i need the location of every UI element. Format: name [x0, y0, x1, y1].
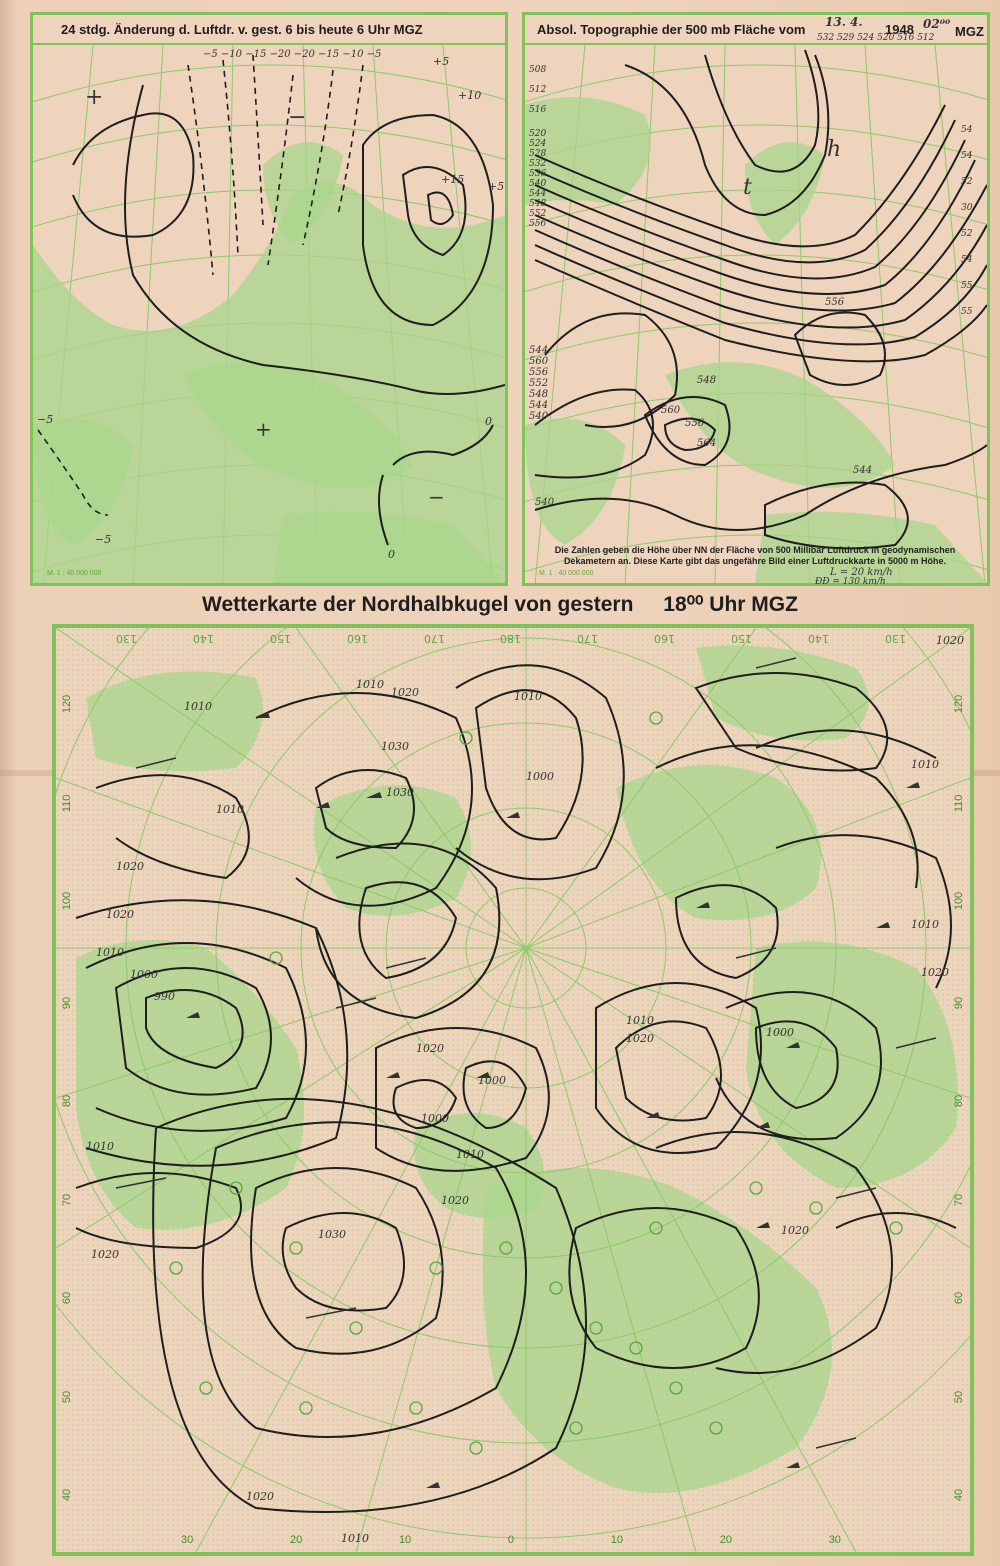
isobar-label: 1030 [381, 740, 409, 753]
topography-title-text: Absol. Topographie der 500 mb Fläche vom [537, 22, 806, 37]
longitude-tick: 150 [731, 632, 753, 645]
topo-544: 544 [853, 465, 873, 476]
latitude-tick: 70 [952, 1193, 965, 1206]
plus10-label: +10 [458, 89, 482, 102]
topo-left-value: 512 [529, 85, 547, 95]
pressure-change-panel [30, 12, 508, 586]
isobar-label: 1000 [766, 1026, 794, 1039]
longitude-tick: 150 [269, 632, 291, 645]
isobar-label: 1020 [246, 1490, 274, 1503]
topo-left-value: 540 [529, 179, 547, 189]
topo-left-low-value: 556 [529, 367, 549, 378]
topography-panel [522, 12, 990, 586]
topo-556: 556 [685, 418, 705, 429]
longitude-tick: 0 [507, 1534, 515, 1546]
isobar-label: 1020 [921, 966, 949, 979]
latitude-tick: 90 [61, 996, 74, 1009]
longitude-tick: 140 [808, 632, 830, 645]
main-map-title-text: Wetterkarte der Nordhalbkugel von gestern [202, 593, 634, 616]
latitude-tick: 100 [952, 891, 965, 911]
latitude-tick: 80 [952, 1094, 965, 1108]
latitude-tick: 50 [952, 1390, 965, 1403]
top-row-labels: −5 −10 −15 −20 −20 −15 −10 −5 [203, 49, 382, 60]
latitude-tick: 50 [61, 1390, 74, 1403]
isobar-label: 1020 [936, 634, 964, 647]
pressure-change-title-text: 24 stdg. Änderung d. Luftdr. v. gest. 6 bis heute 6 Uhr MGZ [61, 22, 423, 37]
latitude-tick: 70 [61, 1193, 74, 1206]
isobar-label: 1020 [441, 1194, 469, 1207]
longitude-tick: 20 [719, 1534, 732, 1546]
topo-left-value: 516 [529, 105, 547, 115]
topo-left-low-value: 544 [529, 345, 549, 356]
isobar-label: 1020 [626, 1032, 654, 1045]
pressure-change-map[interactable] [33, 45, 505, 583]
topo-left-low-value: 540 [529, 411, 549, 422]
topo-right-value: 52 [961, 229, 973, 239]
isobar-label: 1010 [86, 1140, 114, 1153]
longitude-tick: 180 [500, 632, 522, 645]
latitude-tick: 120 [61, 694, 74, 714]
longitude-tick: 140 [192, 632, 214, 645]
latitude-tick: 110 [952, 794, 965, 812]
longitude-tick: 30 [828, 1534, 841, 1546]
isobar-label: 1010 [341, 1532, 369, 1545]
topography-time: 02⁰⁰ [923, 17, 951, 31]
topo-right-value: 55 [961, 307, 973, 317]
longitude-tick: 160 [346, 632, 368, 645]
isobar-label: 1020 [781, 1224, 809, 1237]
topo-left-value: 524 [529, 139, 547, 149]
longitude-tick: 170 [423, 632, 445, 645]
zero-label-a: 0 [485, 415, 492, 428]
longitude-tick: 10 [610, 1534, 623, 1546]
longitude-tick: 30 [181, 1534, 194, 1546]
isobar-label: 1000 [421, 1112, 449, 1125]
isobar-label: 1010 [456, 1148, 484, 1161]
isobar-label: 1010 [626, 1014, 654, 1027]
topo-high-h: h [827, 137, 842, 162]
minus-label-a: − [288, 105, 307, 130]
topo-right-values [961, 125, 983, 317]
topo-left-value: 544 [529, 189, 547, 199]
zero-label-b: 0 [388, 548, 395, 561]
isobar-label: 1030 [386, 786, 414, 799]
topo-left-value: 508 [529, 65, 547, 75]
topo-right-value: 30 [961, 203, 973, 213]
isobar-label: 1010 [96, 946, 124, 959]
main-map-time: 18⁰⁰ Uhr MGZ [663, 593, 798, 616]
longitude-tick: 170 [577, 632, 599, 645]
topography-scale: M. 1 : 40 000 000 [539, 570, 594, 577]
topo-left-value: 528 [529, 149, 547, 159]
isobar-label: 1010 [216, 803, 244, 816]
isobar-label: 1020 [106, 908, 134, 921]
top-longitude-ticks [116, 632, 906, 645]
longitude-tick: 10 [398, 1534, 412, 1546]
topo-left-low-values [529, 345, 559, 422]
latitude-tick: 100 [61, 891, 74, 911]
topo-left-value: 556 [529, 219, 547, 229]
topo-right-value: 54 [961, 255, 973, 265]
latitude-tick: 40 [61, 1488, 74, 1502]
topo-560: 560 [661, 405, 681, 416]
plus15-label: +15 [441, 173, 465, 186]
isobar-label: 1010 [911, 758, 939, 771]
isobar-label: 1010 [514, 690, 542, 703]
topo-556b: 556 [825, 297, 845, 308]
topography-hand-note-2: ĐĐ = 130 km/h [815, 577, 886, 587]
topo-564: 564 [697, 438, 717, 449]
topography-date: 13. 4. [825, 15, 863, 29]
latitude-tick: 60 [952, 1291, 965, 1305]
topo-left-low-value: 560 [529, 356, 549, 367]
isobar-label: 1000 [478, 1074, 506, 1087]
topo-right-value: 52 [961, 177, 973, 187]
pressure-change-title [33, 15, 505, 45]
topo-left-value: 532 [529, 159, 547, 169]
topo-left-low-value: 548 [529, 389, 549, 400]
main-map-title [0, 592, 1000, 617]
longitude-tick: 130 [116, 632, 137, 645]
topo-left-value: 548 [529, 199, 547, 209]
northern-hemisphere-map-panel [52, 624, 974, 1556]
topography-note: Die Zahlen geben die Höhe über NN der Fläche von 500 Millibar Luftdruck in geodynamischen Dekametern an. Diese Karte gibt das ungefähre Bild einer Luftdruckkarte in 5000 m Höhe. [554, 545, 956, 566]
topo-540: 540 [535, 497, 555, 508]
plus5-label: +5 [488, 180, 505, 193]
isobar-label: 1020 [416, 1042, 444, 1055]
isobar-label: 1000 [130, 968, 158, 981]
bottom-longitude-ticks [181, 1534, 841, 1546]
topography-map[interactable] [525, 33, 987, 587]
topo-left-value: 520 [529, 129, 547, 139]
latitude-tick: 80 [61, 1094, 74, 1108]
topo-top-values: 532 529 524 520 516 512 [817, 33, 935, 43]
topo-right-value: 55 [961, 281, 973, 291]
topo-low-t: t [743, 175, 752, 200]
longitude-tick: 160 [654, 632, 676, 645]
isobar-label: 990 [154, 990, 175, 1003]
latitude-tick: 90 [952, 996, 965, 1009]
topo-right-value: 54 [961, 125, 973, 135]
left-latitude-ticks [58, 694, 76, 1502]
topo-left-value: 536 [529, 169, 547, 179]
topo-right-value: 54 [961, 151, 973, 161]
isobar-label: 1010 [911, 918, 939, 931]
isobar-label: 1000 [526, 770, 554, 783]
latitude-tick: 60 [61, 1291, 74, 1305]
topo-left-low-value: 552 [529, 378, 549, 389]
topography-hand-note-1: L = 20 km/h [830, 567, 893, 578]
topo-left-values [529, 65, 559, 229]
isobar-label: 1010 [184, 700, 212, 713]
plus-label-b: + [255, 417, 272, 441]
minus-label-b: − [428, 485, 445, 509]
isobar-label: 1020 [391, 686, 419, 699]
plus-label-a: + [85, 85, 104, 110]
northern-hemisphere-map[interactable] [56, 628, 970, 1552]
topo-left-value: 552 [529, 209, 547, 219]
isobar-label: 1030 [318, 1228, 346, 1241]
isobar-label: 1010 [356, 678, 384, 691]
latitude-tick: 110 [61, 794, 74, 812]
longitude-tick: 20 [289, 1534, 303, 1546]
topography-mgz: MGZ [955, 24, 984, 39]
plus5b-label: +5 [433, 55, 450, 68]
minus5a-label: −5 [37, 413, 54, 426]
latitude-tick: 120 [952, 694, 965, 714]
topography-year: 1948 [885, 22, 914, 37]
longitude-tick: 130 [884, 632, 906, 645]
topo-548: 548 [697, 375, 717, 386]
right-latitude-ticks [950, 694, 968, 1502]
minus5b-label: −5 [95, 533, 112, 546]
topo-left-low-value: 544 [529, 400, 549, 411]
pressure-change-scale: M. 1 : 40 000 000 [47, 570, 102, 577]
isobar-label: 1020 [116, 860, 144, 873]
isobar-label: 1020 [91, 1248, 119, 1261]
latitude-tick: 40 [952, 1488, 965, 1502]
